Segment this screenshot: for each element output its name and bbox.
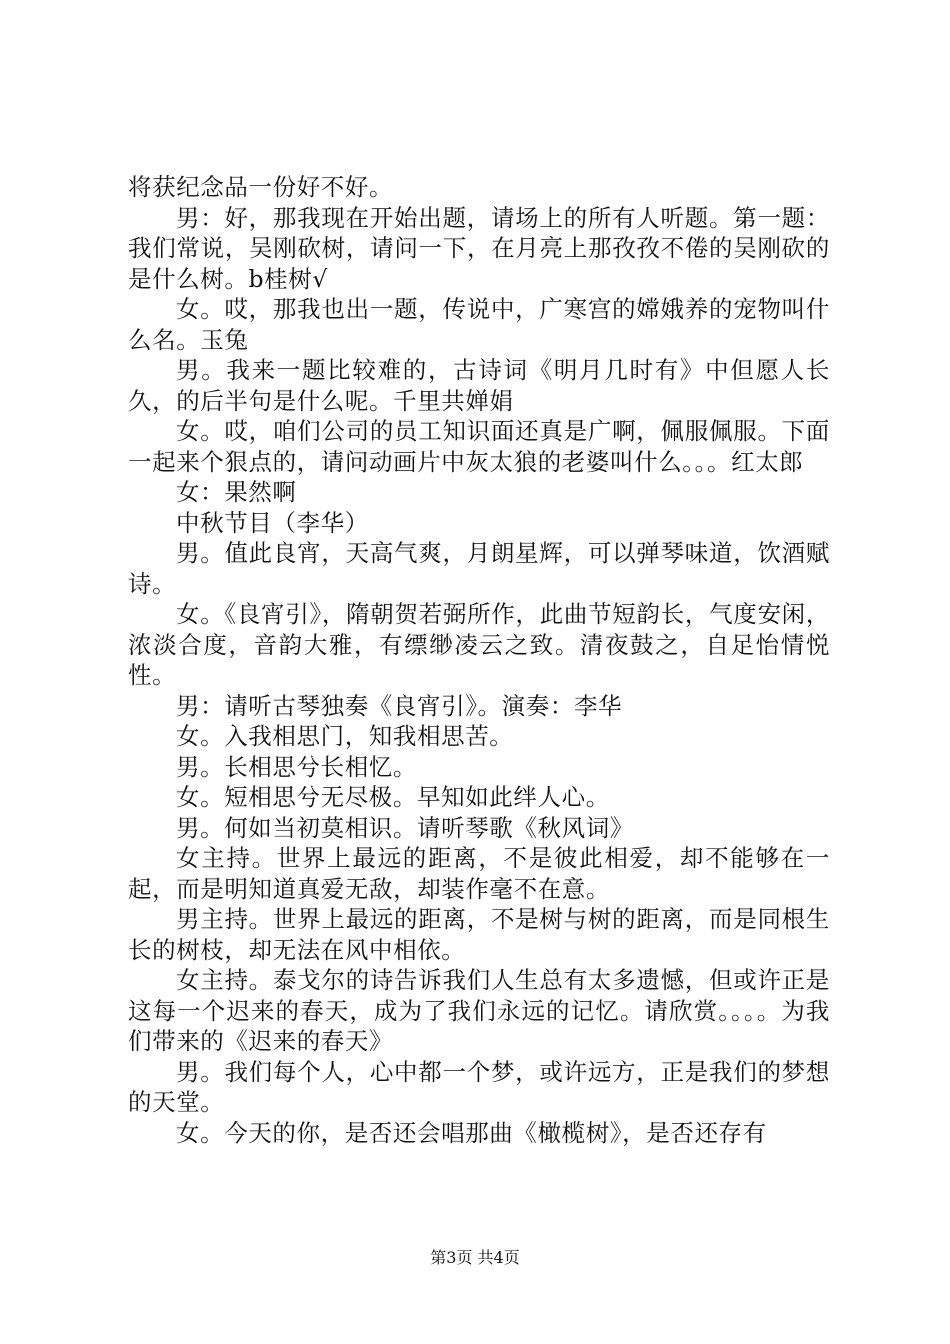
paragraph: 女。哎，咱们公司的员工知识面还真是广啊，佩服佩服。下面一起来个狠点的，请问动画片中灰太狼的老婆叫什么。。。红太郎 [128,417,830,476]
paragraph: 男：好，那我现在开始出题，请场上的所有人听题。第一题：我们常说，吴刚砍树，请问一下，在月亮上那孜孜不倦的吴刚砍的是什么树。b桂树√ [128,203,830,293]
paragraph: 女。入我相思门，知我相思苦。 [176,722,514,750]
paragraph: 男：请听古琴独奏《良宵引》。演奏：李华 [176,691,623,720]
paragraph: 男。长相思兮长相忆。 [176,752,417,781]
paragraph: 男。我来一题比较难的，古诗词《明月几时有》中但愿人长久，的后半句是什么呢。千里共婵娟 [128,356,830,415]
paragraph: 女。短相思兮无尽极。早知如此绊人心。 [176,783,610,811]
paragraph: 男。我们每个人，心中都一个梦，或许远方，正是我们的梦想的天堂。 [128,1057,830,1116]
paragraph: 女主持。泰戈尔的诗告诉我们人生总有太多遗憾，但或许正是这每一个迟来的春天，成为了我们永远的记忆。请欣赏。。。。为我们带来的《迟来的春天》 [128,966,830,1055]
paragraph: 中秋节目（李华） [176,508,369,537]
paragraph: 女。哎，那我也出一题，传说中，广寒宫的嫦娥养的宠物叫什么名。玉兔 [128,295,830,354]
paragraph: 将获纪念品一份好不好。 [128,173,394,201]
paragraph: 女主持。世界上最远的距离，不是彼此相爱，却不能够在一起，而是明知道真爱无敌，却装作毫不在意。 [128,844,830,903]
paragraph: 男。何如当初莫相识。请听琴歌《秋风词》 [176,813,634,842]
document-body [128,172,830,1148]
page-number-footer: 第3页 共4页 [430,1248,520,1267]
paragraph: 女。今天的你，是否还会唱那曲《橄榄树》，是否还存有 [176,1118,767,1147]
paragraph: 女：果然啊 [176,478,297,506]
paragraph: 女。《良宵引》，隋朝贺若弼所作，此曲节短韵长，气度安闲，浓淡合度，音韵大雅，有缥缈凌云之致。清夜鼓之，自足怡情悦性。 [128,600,830,689]
paragraph: 男。值此良宵，天高气爽，月朗星辉，可以弹琴味道，饮酒赋诗。 [128,539,830,598]
paragraph: 男主持。世界上最远的距离，不是树与树的距离，而是同根生长的树枝，却无法在风中相依。 [128,905,830,964]
